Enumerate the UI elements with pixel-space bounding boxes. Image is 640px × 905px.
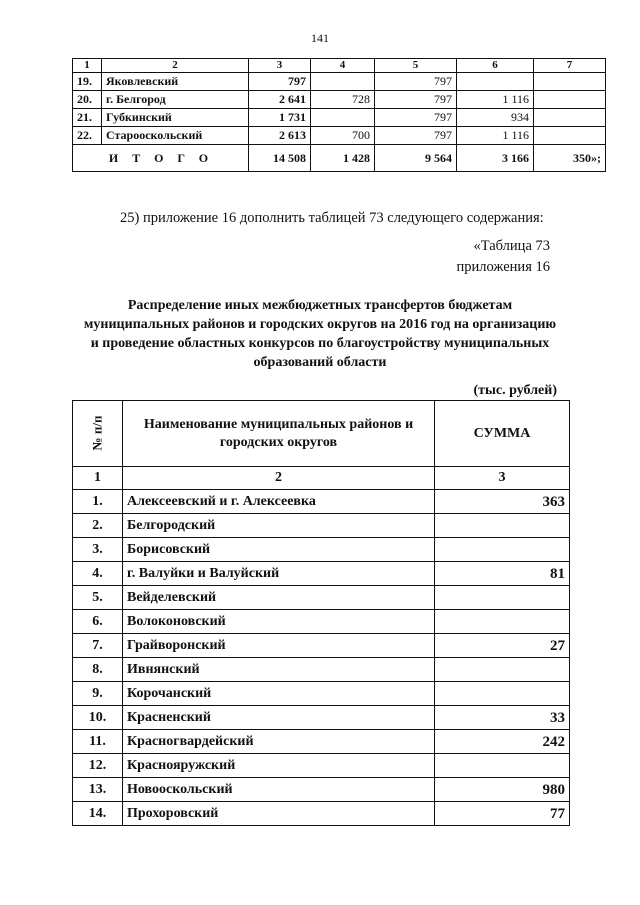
cell-c7 bbox=[534, 127, 606, 145]
total-c6: 3 166 bbox=[457, 145, 534, 172]
row-number: 9. bbox=[73, 682, 123, 706]
table-row bbox=[73, 562, 570, 586]
table-row bbox=[73, 658, 570, 682]
row-number: 11. bbox=[73, 730, 123, 754]
district-name: Борисовский bbox=[123, 538, 435, 562]
table-row bbox=[73, 91, 606, 109]
cell-c6 bbox=[457, 73, 534, 91]
row-number: 7. bbox=[73, 634, 123, 658]
table-reference-appendix: приложения 16 bbox=[456, 259, 550, 275]
cell-name: Старооскольский bbox=[102, 127, 249, 145]
table-row bbox=[73, 778, 570, 802]
table-row bbox=[73, 127, 606, 145]
cell-c7 bbox=[534, 73, 606, 91]
cell-c4 bbox=[311, 73, 375, 91]
cell-c3: 2 613 bbox=[249, 127, 311, 145]
column-number: 3 bbox=[249, 59, 311, 73]
cell-name: Яковлевский bbox=[102, 73, 249, 91]
district-name: Красненский bbox=[123, 706, 435, 730]
row-number: 6. bbox=[73, 610, 123, 634]
table-row bbox=[73, 682, 570, 706]
column-number: 1 bbox=[73, 467, 123, 490]
row-number: 8. bbox=[73, 658, 123, 682]
header-sum: СУММА bbox=[435, 401, 570, 467]
column-number: 7 bbox=[534, 59, 606, 73]
cell-c5: 797 bbox=[375, 73, 457, 91]
sum-value: 77 bbox=[435, 802, 570, 826]
sum-value bbox=[435, 538, 570, 562]
district-name: Вейделевский bbox=[123, 586, 435, 610]
district-name: Краснояружский bbox=[123, 754, 435, 778]
cell-name: г. Белгород bbox=[102, 91, 249, 109]
row-number: 4. bbox=[73, 562, 123, 586]
district-name: Новооскольский bbox=[123, 778, 435, 802]
units-label: (тыс. рублей) bbox=[473, 383, 557, 398]
table-title: Распределение иных межбюджетных трансфертов бюджетам муниципальных районов и городских округов на 2016 год на организацию и проведение областных конкурсов по благоустройству муниципальных образований области bbox=[83, 298, 557, 370]
page-number: 141 bbox=[311, 31, 329, 45]
amendment-text: 25) приложение 16 дополнить таблицей 73 следующего содержания: bbox=[120, 210, 544, 226]
table-row bbox=[73, 802, 570, 826]
district-name: Ивнянский bbox=[123, 658, 435, 682]
sum-value bbox=[435, 610, 570, 634]
cell-c4 bbox=[311, 109, 375, 127]
sum-value: 242 bbox=[435, 730, 570, 754]
row-number: 2. bbox=[73, 514, 123, 538]
cell-c5: 797 bbox=[375, 91, 457, 109]
sum-value: 27 bbox=[435, 634, 570, 658]
cell-c3: 2 641 bbox=[249, 91, 311, 109]
total-row bbox=[73, 145, 606, 172]
table-row bbox=[73, 514, 570, 538]
table-row bbox=[73, 634, 570, 658]
total-c3: 14 508 bbox=[249, 145, 311, 172]
header-num: № п/п bbox=[89, 415, 105, 451]
sum-value: 363 bbox=[435, 490, 570, 514]
column-number: 3 bbox=[435, 467, 570, 490]
sum-value bbox=[435, 754, 570, 778]
district-name: г. Валуйки и Валуйский bbox=[123, 562, 435, 586]
column-number: 4 bbox=[311, 59, 375, 73]
sum-value bbox=[435, 586, 570, 610]
district-name: Корочанский bbox=[123, 682, 435, 706]
column-number: 2 bbox=[102, 59, 249, 73]
cell-c6: 1 116 bbox=[457, 91, 534, 109]
cell-num: 21. bbox=[73, 109, 102, 127]
distribution-table bbox=[72, 400, 570, 826]
table-row bbox=[73, 73, 606, 91]
row-number: 5. bbox=[73, 586, 123, 610]
cell-c6: 934 bbox=[457, 109, 534, 127]
row-number: 1. bbox=[73, 490, 123, 514]
district-name: Белгородский bbox=[123, 514, 435, 538]
cell-num: 20. bbox=[73, 91, 102, 109]
sum-value bbox=[435, 658, 570, 682]
row-number: 3. bbox=[73, 538, 123, 562]
column-number: 6 bbox=[457, 59, 534, 73]
sum-value: 33 bbox=[435, 706, 570, 730]
district-name: Волоконовский bbox=[123, 610, 435, 634]
header-num-cell bbox=[73, 401, 123, 467]
cell-c5: 797 bbox=[375, 109, 457, 127]
table-row bbox=[73, 610, 570, 634]
cell-num: 19. bbox=[73, 73, 102, 91]
cell-c6: 1 116 bbox=[457, 127, 534, 145]
continuation-table bbox=[72, 58, 606, 172]
row-number: 13. bbox=[73, 778, 123, 802]
cell-c3: 797 bbox=[249, 73, 311, 91]
row-number: 10. bbox=[73, 706, 123, 730]
total-c4: 1 428 bbox=[311, 145, 375, 172]
table-header-row bbox=[73, 401, 570, 467]
table-row bbox=[73, 586, 570, 610]
column-number: 1 bbox=[73, 59, 102, 73]
column-number-row bbox=[73, 59, 606, 73]
row-number: 14. bbox=[73, 802, 123, 826]
table-reference-title: «Таблица 73 bbox=[473, 238, 550, 254]
cell-c4: 700 bbox=[311, 127, 375, 145]
table-row bbox=[73, 706, 570, 730]
column-number: 2 bbox=[123, 467, 435, 490]
row-number: 12. bbox=[73, 754, 123, 778]
table-row bbox=[73, 754, 570, 778]
total-label: ИТОГО bbox=[73, 145, 249, 172]
total-c5: 9 564 bbox=[375, 145, 457, 172]
cell-num: 22. bbox=[73, 127, 102, 145]
cell-c3: 1 731 bbox=[249, 109, 311, 127]
cell-c7 bbox=[534, 91, 606, 109]
column-number: 5 bbox=[375, 59, 457, 73]
total-c7: 350»; bbox=[534, 145, 606, 172]
cell-c7 bbox=[534, 109, 606, 127]
table-row bbox=[73, 538, 570, 562]
district-name: Красногвардейский bbox=[123, 730, 435, 754]
sum-value bbox=[435, 514, 570, 538]
header-name: Наименование муниципальных районов и городских округов bbox=[123, 401, 435, 467]
sum-value: 81 bbox=[435, 562, 570, 586]
cell-c4: 728 bbox=[311, 91, 375, 109]
cell-name: Губкинский bbox=[102, 109, 249, 127]
table-row bbox=[73, 109, 606, 127]
sum-value bbox=[435, 682, 570, 706]
cell-c5: 797 bbox=[375, 127, 457, 145]
district-name: Прохоровский bbox=[123, 802, 435, 826]
column-number-row bbox=[73, 467, 570, 490]
table-row bbox=[73, 730, 570, 754]
district-name: Алексеевский и г. Алексеевка bbox=[123, 490, 435, 514]
sum-value: 980 bbox=[435, 778, 570, 802]
district-name: Грайворонский bbox=[123, 634, 435, 658]
table-row bbox=[73, 490, 570, 514]
